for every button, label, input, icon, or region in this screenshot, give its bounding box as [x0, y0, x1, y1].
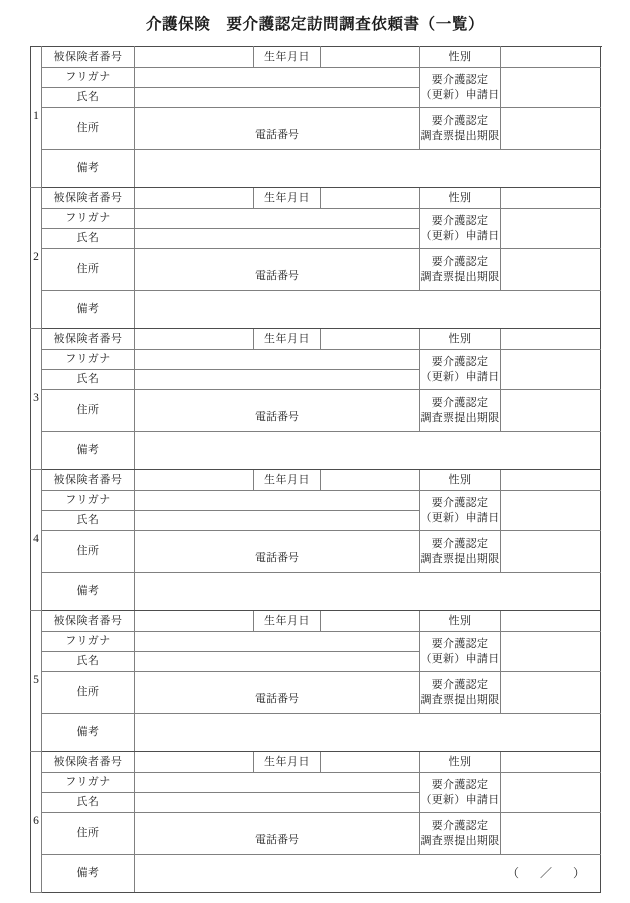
insured-number-row: [31, 752, 601, 773]
cert-application-label-line1: 要介護認定: [431, 778, 489, 791]
address-row: [31, 108, 601, 150]
cert-survey-value[interactable]: [501, 108, 601, 150]
cert-survey-value[interactable]: [501, 813, 601, 855]
furigana-label: フリガナ: [42, 773, 135, 793]
furigana-row: [31, 209, 601, 229]
gender-label: 性別: [420, 752, 501, 773]
insured-number-row: [31, 470, 601, 491]
birthdate-value[interactable]: [321, 47, 420, 68]
remarks-value[interactable]: [135, 432, 601, 470]
address-value[interactable]: [135, 108, 420, 150]
insured-number-label: 被保険者番号: [42, 611, 135, 632]
name-label: 氏名: [42, 370, 135, 390]
remarks-row: [31, 573, 601, 611]
birthdate-value[interactable]: [321, 329, 420, 350]
birthdate-value[interactable]: [321, 611, 420, 632]
remarks-label: 備考: [42, 573, 135, 611]
birthdate-label: 生年月日: [254, 188, 321, 209]
cert-survey-label: [420, 672, 501, 714]
page-separator: ／: [539, 866, 553, 880]
block-index: 6: [31, 752, 42, 893]
cert-survey-label-line2: 調査票提出期限: [420, 129, 500, 142]
page-title: 介護保険 要介護認定訪問調査依頼書（一覧）: [145, 16, 485, 33]
address-row: [31, 390, 601, 432]
telephone-label: 電話番号: [255, 270, 299, 283]
furigana-row: [31, 68, 601, 88]
gender-value[interactable]: [501, 47, 601, 68]
cert-survey-label-line2: 調査票提出期限: [420, 552, 500, 565]
cert-application-label-line1: 要介護認定: [431, 214, 489, 227]
furigana-row: [31, 632, 601, 652]
birthdate-value[interactable]: [321, 188, 420, 209]
furigana-row: [31, 491, 601, 511]
cert-application-label-line2: （更新）申請日: [420, 511, 500, 524]
address-row: [31, 672, 601, 714]
remarks-label: 備考: [42, 291, 135, 329]
cert-survey-label-line1: 要介護認定: [431, 537, 489, 550]
address-label: 住所: [42, 672, 135, 714]
furigana-label: フリガナ: [42, 632, 135, 652]
remarks-value[interactable]: [135, 714, 601, 752]
name-value[interactable]: [135, 793, 420, 813]
name-label: 氏名: [42, 652, 135, 672]
name-value[interactable]: [135, 652, 420, 672]
telephone-label: 電話番号: [255, 552, 299, 565]
cert-survey-value[interactable]: [501, 249, 601, 291]
cert-survey-label-line2: 調査票提出期限: [420, 270, 500, 283]
cert-application-label-line1: 要介護認定: [431, 496, 489, 509]
cert-application-label-line1: 要介護認定: [431, 355, 489, 368]
insured-number-label: 被保険者番号: [42, 47, 135, 68]
address-label: 住所: [42, 390, 135, 432]
cert-application-label: [420, 773, 501, 813]
furigana-row: [31, 773, 601, 793]
cert-application-label-line1: 要介護認定: [431, 637, 489, 650]
cert-application-value[interactable]: [501, 491, 601, 531]
birthdate-label: 生年月日: [254, 470, 321, 491]
form-body: [31, 47, 601, 893]
furigana-value[interactable]: [135, 491, 420, 511]
birthdate-label: 生年月日: [254, 47, 321, 68]
cert-application-value[interactable]: [501, 632, 601, 672]
page-paren-open: （: [506, 866, 520, 880]
insured-number-label: 被保険者番号: [42, 470, 135, 491]
cert-application-value[interactable]: [501, 209, 601, 249]
cert-survey-value[interactable]: [501, 531, 601, 573]
gender-value[interactable]: [501, 752, 601, 773]
address-value[interactable]: [135, 249, 420, 291]
name-value[interactable]: [135, 511, 420, 531]
telephone-label: 電話番号: [255, 693, 299, 706]
name-label: 氏名: [42, 511, 135, 531]
cert-survey-label-line1: 要介護認定: [431, 396, 489, 409]
cert-application-label: [420, 491, 501, 531]
cert-application-label: [420, 632, 501, 672]
name-label: 氏名: [42, 793, 135, 813]
furigana-label: フリガナ: [42, 350, 135, 370]
cert-survey-value[interactable]: [501, 672, 601, 714]
address-label: 住所: [42, 108, 135, 150]
address-row: [31, 249, 601, 291]
birthdate-label: 生年月日: [254, 329, 321, 350]
insured-number-value[interactable]: [135, 752, 254, 773]
address-row: [31, 813, 601, 855]
insured-number-value[interactable]: [135, 188, 254, 209]
birthdate-value[interactable]: [321, 470, 420, 491]
insured-number-row: [31, 611, 601, 632]
furigana-value[interactable]: [135, 350, 420, 370]
remarks-label: 備考: [42, 432, 135, 470]
furigana-value[interactable]: [135, 773, 420, 793]
remarks-value[interactable]: [135, 573, 601, 611]
request-form-table: [30, 46, 601, 893]
name-label: 氏名: [42, 229, 135, 249]
cert-survey-label-line1: 要介護認定: [431, 255, 489, 268]
gender-label: 性別: [420, 329, 501, 350]
insured-number-value[interactable]: [135, 329, 254, 350]
gender-label: 性別: [420, 611, 501, 632]
furigana-label: フリガナ: [42, 491, 135, 511]
block-index: 5: [31, 611, 42, 752]
furigana-value[interactable]: [135, 632, 420, 652]
telephone-label: 電話番号: [255, 411, 299, 424]
gender-value[interactable]: [501, 188, 601, 209]
block-index: 3: [31, 329, 42, 470]
address-row: [31, 531, 601, 573]
name-value[interactable]: [135, 370, 420, 390]
furigana-value[interactable]: [135, 209, 420, 229]
cert-survey-label: [420, 249, 501, 291]
cert-application-label: [420, 209, 501, 249]
cert-application-label-line1: 要介護認定: [431, 73, 489, 86]
furigana-label: フリガナ: [42, 209, 135, 229]
cert-survey-label-line2: 調査票提出期限: [420, 834, 500, 847]
cert-application-value[interactable]: [501, 773, 601, 813]
cert-survey-label: [420, 813, 501, 855]
block-index: 1: [31, 47, 42, 188]
birthdate-label: 生年月日: [254, 611, 321, 632]
name-value[interactable]: [135, 88, 420, 108]
cert-application-label-line2: （更新）申請日: [420, 88, 500, 101]
remarks-value[interactable]: [135, 150, 601, 188]
address-value[interactable]: [135, 813, 420, 855]
insured-number-label: 被保険者番号: [42, 188, 135, 209]
address-label: 住所: [42, 813, 135, 855]
insured-number-row: [31, 329, 601, 350]
cert-application-label: [420, 68, 501, 108]
cert-survey-label: [420, 531, 501, 573]
gender-label: 性別: [420, 47, 501, 68]
cert-application-label-line2: （更新）申請日: [420, 652, 500, 665]
address-label: 住所: [42, 249, 135, 291]
remarks-row: [31, 150, 601, 188]
cert-application-label: [420, 350, 501, 390]
telephone-label: 電話番号: [255, 834, 299, 847]
remarks-row: [31, 291, 601, 329]
cert-application-label-line2: （更新）申請日: [420, 370, 500, 383]
cert-application-label-line2: （更新）申請日: [420, 229, 500, 242]
address-value[interactable]: [135, 672, 420, 714]
page-number-field: [0, 864, 600, 881]
gender-label: 性別: [420, 188, 501, 209]
furigana-value[interactable]: [135, 68, 420, 88]
cert-application-label-line2: （更新）申請日: [420, 793, 500, 806]
insured-number-label: 被保険者番号: [42, 329, 135, 350]
page-paren-close: ）: [572, 866, 586, 880]
remarks-label: 備考: [42, 714, 135, 752]
remarks-label: 備考: [42, 855, 135, 893]
birthdate-label: 生年月日: [254, 752, 321, 773]
address-label: 住所: [42, 531, 135, 573]
furigana-label: フリガナ: [42, 68, 135, 88]
block-index: 2: [31, 188, 42, 329]
cert-survey-label-line1: 要介護認定: [431, 114, 489, 127]
cert-survey-label-line2: 調査票提出期限: [420, 693, 500, 706]
cert-survey-label-line1: 要介護認定: [431, 819, 489, 832]
insured-number-row: [31, 47, 601, 68]
address-value[interactable]: [135, 390, 420, 432]
insured-number-row: [31, 188, 601, 209]
furigana-row: [31, 350, 601, 370]
remarks-row: [31, 432, 601, 470]
gender-value[interactable]: [501, 611, 601, 632]
gender-label: 性別: [420, 470, 501, 491]
cert-survey-label: [420, 390, 501, 432]
cert-survey-label-line1: 要介護認定: [431, 678, 489, 691]
cert-survey-value[interactable]: [501, 390, 601, 432]
name-label: 氏名: [42, 88, 135, 108]
birthdate-value[interactable]: [321, 752, 420, 773]
remarks-label: 備考: [42, 150, 135, 188]
cert-survey-label: [420, 108, 501, 150]
telephone-label: 電話番号: [255, 129, 299, 142]
address-value[interactable]: [135, 531, 420, 573]
remarks-value[interactable]: [135, 291, 601, 329]
gender-value[interactable]: [501, 470, 601, 491]
gender-value[interactable]: [501, 329, 601, 350]
cert-survey-label-line2: 調査票提出期限: [420, 411, 500, 424]
name-value[interactable]: [135, 229, 420, 249]
cert-application-value[interactable]: [501, 68, 601, 108]
insured-number-value[interactable]: [135, 47, 254, 68]
insured-number-label: 被保険者番号: [42, 752, 135, 773]
remarks-row: [31, 714, 601, 752]
insured-number-value[interactable]: [135, 470, 254, 491]
cert-application-value[interactable]: [501, 350, 601, 390]
insured-number-value[interactable]: [135, 611, 254, 632]
block-index: 4: [31, 470, 42, 611]
